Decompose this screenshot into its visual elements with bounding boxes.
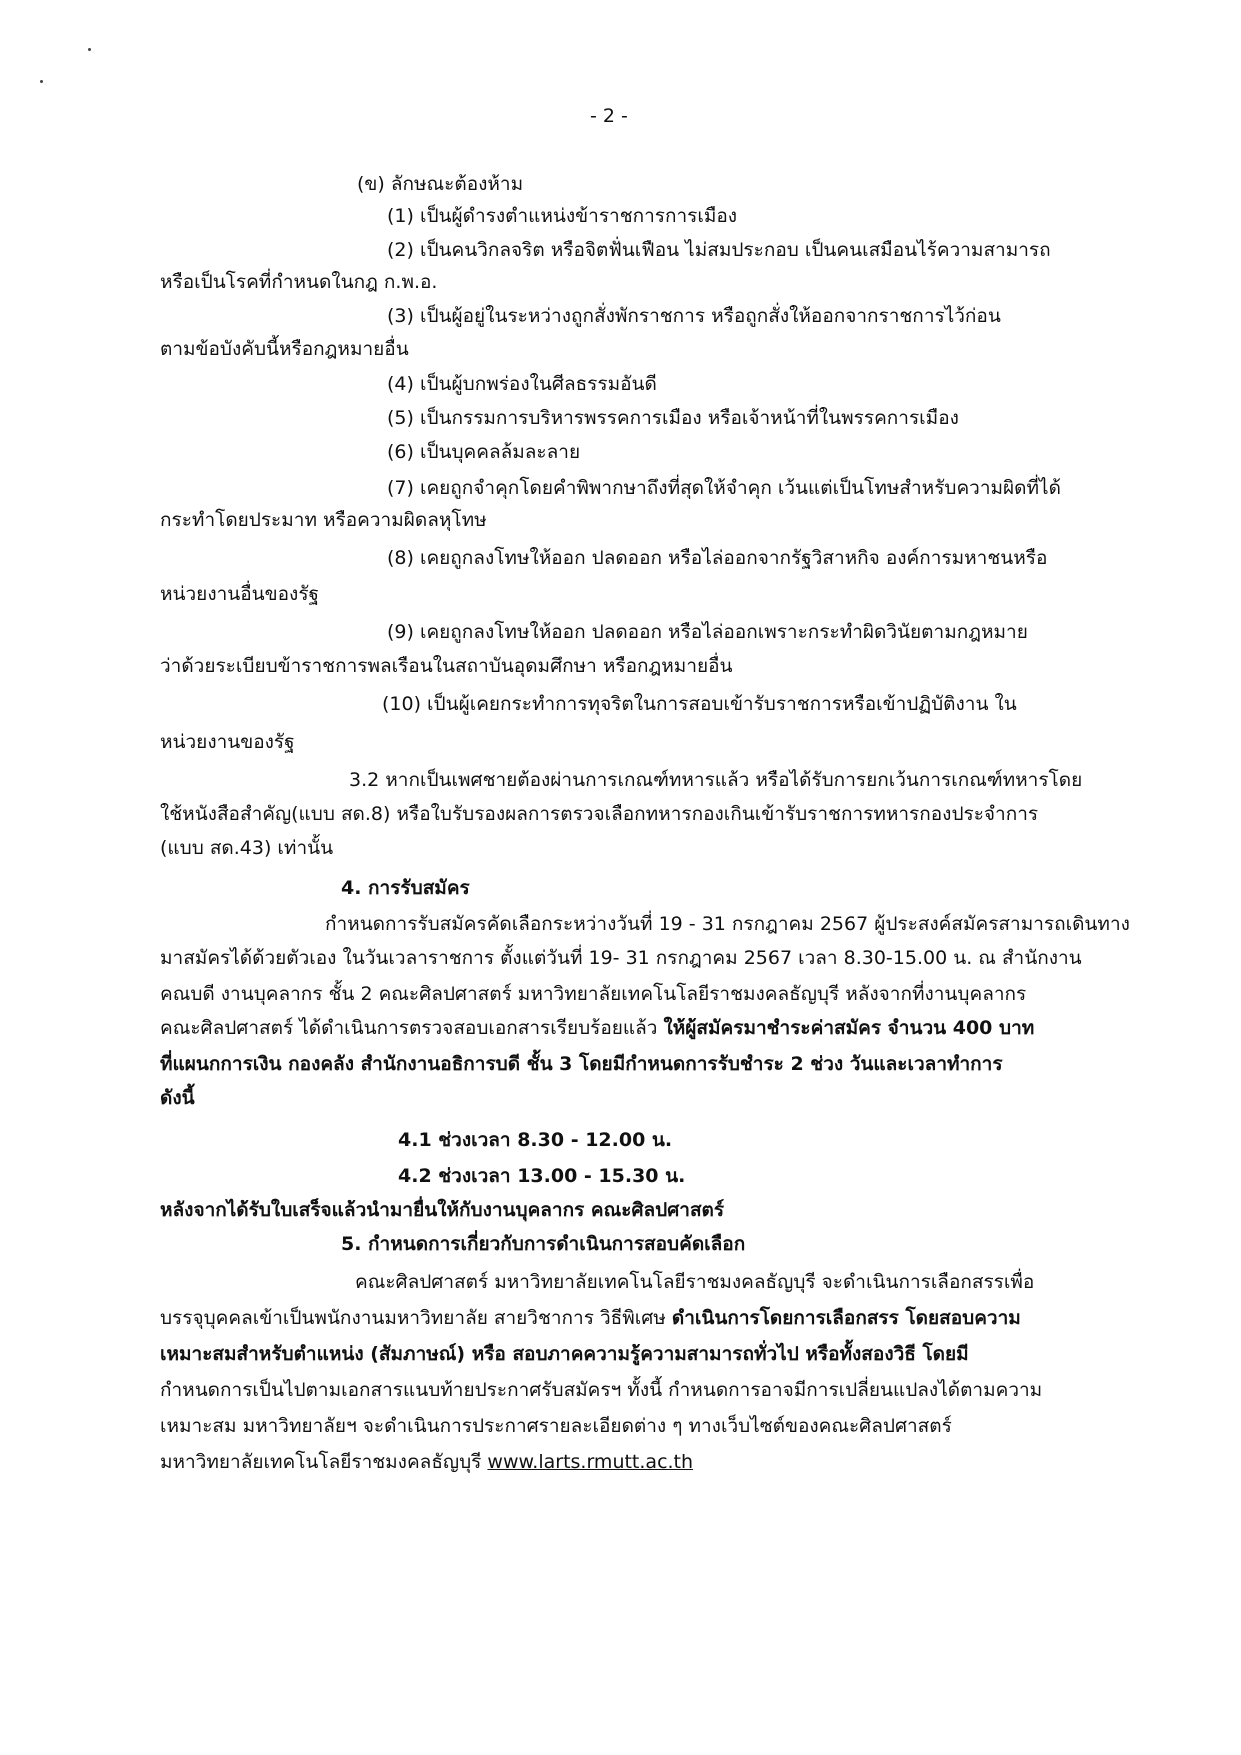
section-5-line-2-text: บรรจุบุคคลเข้าเป็นพนักงานมหาวิทยาลัย สายวิชาการ วิธีพิเศษ xyxy=(160,1307,672,1329)
website-link[interactable]: www.larts.rmutt.ac.th xyxy=(487,1451,694,1473)
kh-item-8b: หน่วยงานอื่นของรัฐ xyxy=(160,583,320,605)
section-5-line-2-bold: ดำเนินการโดยการเลือกสรร โดยสอบความ xyxy=(671,1307,1021,1329)
section-5-line-4: กำหนดการเป็นไปตามเอกสารแนบท้ายประกาศรับสมัครฯ ทั้งนี้ กำหนดการอาจมีการเปลี่ยนแปลงได้ตามความ xyxy=(160,1379,1043,1401)
kh-item-7a: (7) เคยถูกจำคุกโดยคำพิพากษาถึงที่สุดให้จำคุก เว้นแต่เป็นโทษสำหรับความผิดที่ได้ xyxy=(387,477,1061,499)
section-5-line-1: คณะศิลปศาสตร์ มหาวิทยาลัยเทคโนโลยีราชมงคลธัญบุรี จะดำเนินการเลือกสรรเพื่อ xyxy=(355,1271,1035,1293)
payment-slot-1: 4.1 ช่วงเวลา 8.30 - 12.00 น. xyxy=(398,1129,673,1151)
section-4-line-4 xyxy=(160,1014,1034,1042)
section-4-line-4-text: คณะศิลปศาสตร์ ได้ดำเนินการตรวจสอบเอกสารเรียบร้อยแล้ว xyxy=(160,1017,664,1039)
page-number: - 2 - xyxy=(590,105,628,127)
kh-item-10a: (10) เป็นผู้เคยกระทำการทุจริตในการสอบเข้ารับราชการหรือเข้าปฏิบัติงาน ใน xyxy=(382,693,1017,715)
kh-item-10b: หน่วยงานของรัฐ xyxy=(160,731,295,753)
kh-item-9b: ว่าด้วยระเบียบข้าราชการพลเรือนในสถาบันอุดมศึกษา หรือกฎหมายอื่น xyxy=(160,655,733,677)
kh-item-1: (1) เป็นผู้ดำรงตำแหน่งข้าราชการการเมือง xyxy=(387,205,738,227)
kh-item-5: (5) เป็นกรรมการบริหารพรรคการเมือง หรือเจ้าหน้าที่ในพรรคการเมือง xyxy=(387,407,959,429)
kh-item-8a: (8) เคยถูกลงโทษให้ออก ปลดออก หรือไล่ออกจากรัฐวิสาหกิจ องค์การมหาชนหรือ xyxy=(387,547,1048,569)
kh-item-2a: (2) เป็นคนวิกลจริต หรือจิตฟั่นเฟือน ไม่สมประกอบ เป็นคนเสมือนไร้ความสามารถ xyxy=(387,239,1051,261)
scan-speck xyxy=(40,80,43,83)
section-5-line-6 xyxy=(160,1448,693,1476)
payment-notice: ให้ผู้สมัครมาชำระค่าสมัคร จำนวน 400 บาท xyxy=(663,1017,1035,1039)
section-5-line-6-text: มหาวิทยาลัยเทคโนโลยีราชมงคลธัญบุรี xyxy=(160,1451,488,1473)
kh-item-4: (4) เป็นผู้บกพร่องในศีลธรรมอันดี xyxy=(387,373,657,395)
section-4-line-1: กำหนดการรับสมัครคัดเลือกระหว่างวันที่ 19 - 31 กรกฎาคม 2567 ผู้ประสงค์สมัครสามารถเดินทาง xyxy=(325,913,1130,935)
section-5-line-2 xyxy=(160,1304,1021,1332)
kh-item-9a: (9) เคยถูกลงโทษให้ออก ปลดออก หรือไล่ออกเพราะกระทำผิดวินัยตามกฎหมาย xyxy=(387,621,1028,643)
section-4-line-3: คณบดี งานบุคลากร ชั้น 2 คณะศิลปศาสตร์ มหาวิทยาลัยเทคโนโลยีราชมงคลธัญบุรี หลังจากที่งานบุคลากร xyxy=(160,983,1027,1005)
scan-speck xyxy=(88,48,91,51)
section-5-heading: 5. กำหนดการเกี่ยวกับการดำเนินการสอบคัดเลือก xyxy=(341,1233,746,1255)
section-5-line-3: เหมาะสมสำหรับตำแหน่ง (สัมภาษณ์) หรือ สอบภาคความรู้ความสามารถทั่วไป หรือทั้งสองวิธี โดยมี xyxy=(160,1343,969,1365)
section-4-line-2: มาสมัครได้ด้วยตัวเอง ในวันเวลาราชการ ตั้งแต่วันที่ 19- 31 กรกฎาคม 2567 เวลา 8.30-15.00 น. ณ สำนักงาน xyxy=(160,947,1082,969)
section-4-line-5: ที่แผนกการเงิน กองคลัง สำนักงานอธิการบดี ชั้น 3 โดยมีกำหนดการรับชำระ 2 ช่วง วันและเวลาทำการ xyxy=(160,1053,1003,1075)
kh-item-3b: ตามข้อบังคับนี้หรือกฎหมายอื่น xyxy=(160,338,409,360)
section-32-line-1: 3.2 หากเป็นเพศชายต้องผ่านการเกณฑ์ทหารแล้ว หรือได้รับการยกเว้นการเกณฑ์ทหารโดย xyxy=(349,769,1083,791)
kh-item-6: (6) เป็นบุคคลล้มละลาย xyxy=(387,441,581,463)
section-5-line-5: เหมาะสม มหาวิทยาลัยฯ จะดำเนินการประกาศรายละเอียดต่าง ๆ ทางเว็บไซต์ของคณะศิลปศาสตร์ xyxy=(160,1415,952,1437)
section-4-line-6: ดังนี้ xyxy=(160,1087,195,1109)
section-kh-heading: (ข) ลักษณะต้องห้าม xyxy=(357,173,524,195)
section-32-line-2: ใช้หนังสือสำคัญ(แบบ สด.8) หรือใบรับรองผลการตรวจเลือกทหารกองเกินเข้ารับราชการทหารกองประจำการ xyxy=(160,803,1039,825)
kh-item-7b: กระทำโดยประมาท หรือความผิดลหุโทษ xyxy=(160,509,487,531)
kh-item-2b: หรือเป็นโรคที่กำหนดในกฎ ก.พ.อ. xyxy=(160,271,438,293)
kh-item-3a: (3) เป็นผู้อยู่ในระหว่างถูกสั่งพักราชการ หรือถูกสั่งให้ออกจากราชการไว้ก่อน xyxy=(387,305,1001,327)
section-4-heading: 4. การรับสมัคร xyxy=(341,877,470,899)
section-4-after: หลังจากได้รับใบเสร็จแล้วนำมายื่นให้กับงานบุคลากร คณะศิลปศาสตร์ xyxy=(160,1199,725,1221)
section-32-line-3: (แบบ สด.43) เท่านั้น xyxy=(160,837,334,859)
payment-slot-2: 4.2 ช่วงเวลา 13.00 - 15.30 น. xyxy=(398,1165,686,1187)
